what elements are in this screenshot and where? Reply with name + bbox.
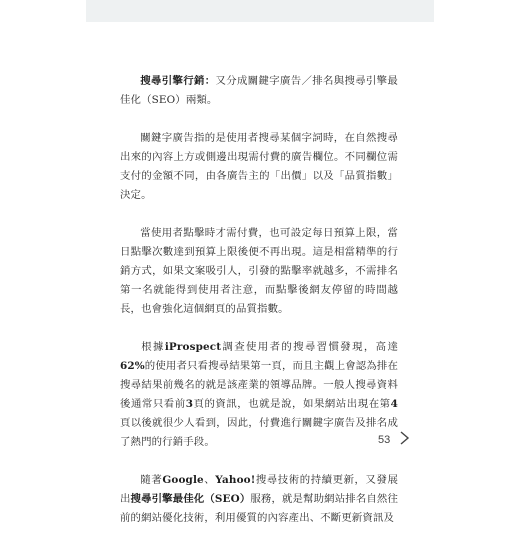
bold-term: 4 [390,398,398,410]
paragraph-4 [120,338,398,452]
paragraph-2 [120,129,398,205]
body-text [120,72,398,547]
page-footer [378,430,410,449]
paragraph-text: 的使用者只看搜尋結果第一頁，而且主觀上會認為排在搜尋結果前幾名的就是該產業的領導品牌。一般人搜尋資料後通常只看前 [120,360,398,410]
paragraph-text: 隨著 [140,474,163,486]
bold-term: iProspect [164,341,222,353]
bold-term: Yahoo! [215,474,256,486]
bold-term: Google [162,474,204,486]
bold-term: 3 [185,398,194,410]
paragraph-1 [120,72,398,110]
bold-term: 搜尋引擎最佳化（SEO） [130,493,251,505]
paragraph-text: 根據 [140,341,165,353]
paragraph-text: 搜尋技術的持續更新，又發展出 [120,474,398,505]
paragraph-text: 服務，就是幫助網站排名自然往前的網站優化技術，利用優質的內容產出、不斷更新資訊及 [120,493,398,524]
paragraph-text: 頁以後就很少人看到，因此，付費進行關鍵字廣告及排名成了熱門的行銷手段。 [120,417,398,448]
chevron-right-icon[interactable] [398,430,410,449]
paragraph-text: 、 [203,474,216,486]
paragraph-3 [120,224,398,319]
bold-term: 62% [120,360,145,372]
header-band [86,0,434,22]
paragraph-text: 調查使用者的搜尋習慣發現，高達 [221,341,398,353]
paragraph-text: 頁的資訊，也就是說，如果網站出現在第 [193,398,391,410]
paragraph-5 [120,471,398,528]
paragraph-text: 又分成關鍵字廣告／排名與搜尋引擎最佳化（SEO）兩類。 [120,75,398,106]
paragraph-text: 當使用者點擊時才需付費，也可設定每日預算上限，當日點擊次數達到預算上限後便不再出現。這是相當精準的行銷方式，如果文案吸引人，引發的點擊率就越多，不需排名第一名就能得到使用者注意，而點擊後網友停留的時間越長，也會強化這個網頁的品質指數。 [120,227,398,315]
bold-term: 搜尋引擎行銷： [140,75,216,87]
page-number: 53 [378,433,391,446]
paragraph-text: 關鍵字廣告指的是使用者搜尋某個字詞時，在自然搜尋出來的內容上方或側邊出現需付費的廣告欄位。不同欄位需支付的金額不同，由各廣告主的「出價」以及「品質指數」決定。 [120,132,398,201]
